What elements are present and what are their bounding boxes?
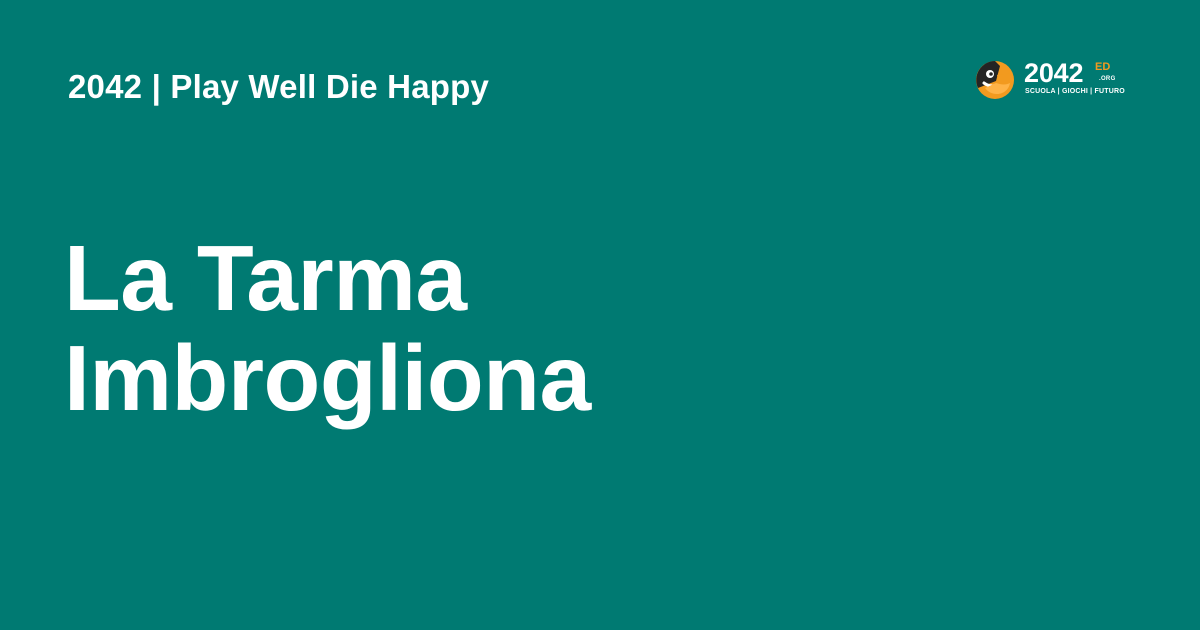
brand-logo bbox=[976, 58, 1126, 103]
bird-head-icon bbox=[976, 61, 1014, 99]
brand-org-label: .ORG bbox=[1099, 76, 1116, 82]
brand-wordmark: 2042 bbox=[1024, 58, 1084, 88]
page-title bbox=[64, 226, 964, 431]
site-line: 2042 | Play Well Die Happy bbox=[68, 68, 490, 105]
page-title-line-1: La Tarma bbox=[64, 226, 467, 331]
page-title-line-2: Imbrogliona bbox=[64, 326, 591, 431]
brand-ed-label: ED bbox=[1095, 61, 1111, 73]
brand-tagline: SCUOLA | GIOCHI | FUTURO bbox=[1025, 88, 1125, 95]
